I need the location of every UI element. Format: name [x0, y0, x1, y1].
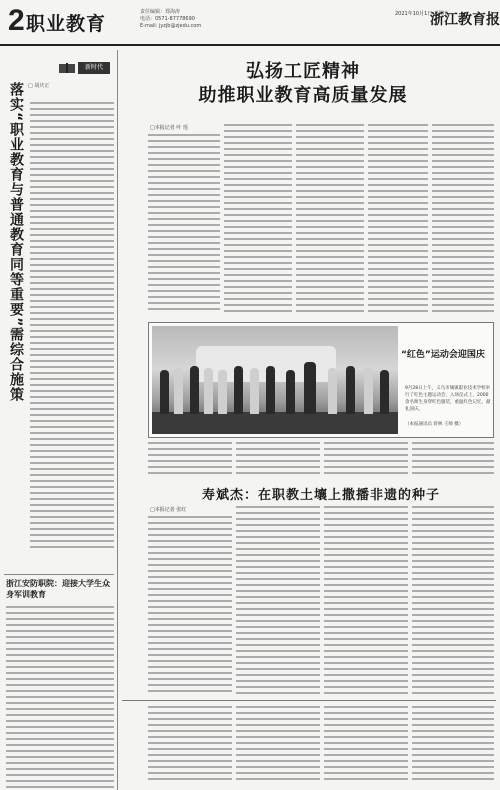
phone-line: 电话：0571-87778690	[140, 16, 195, 22]
editor-line: 责任编辑：郑海涛	[140, 9, 181, 15]
photo-credit: （本报通讯员 蒋林 王帅 摄）	[405, 422, 464, 427]
photo-person	[160, 370, 169, 414]
column-tag	[52, 62, 112, 76]
photo-person	[346, 366, 355, 414]
email-line: E-mail: jyzjb@zjedu.com	[140, 23, 202, 29]
lower-body-col-4	[412, 706, 494, 784]
main-byline: □本报记者 叶 莲	[150, 125, 188, 131]
second-byline: □本报记者 张红	[150, 507, 187, 513]
lower-body-col-2	[236, 706, 320, 784]
editor-info	[140, 9, 270, 30]
second-body-col-2	[236, 506, 320, 696]
sub-article-body	[6, 606, 114, 790]
photo-person	[190, 366, 199, 414]
issue-date: 2021年10月1日 星期五	[395, 11, 449, 17]
section-title: 职业教育	[26, 13, 107, 35]
commentary-author: □ 胡庆正	[28, 83, 50, 89]
upper-body-col-2	[236, 442, 320, 476]
masthead	[0, 0, 500, 48]
main-body-col-4	[368, 124, 428, 314]
bottom-rule	[122, 700, 496, 701]
lower-body-col-1	[148, 706, 232, 784]
upper-body-col-3	[324, 442, 408, 476]
photo-person	[218, 370, 227, 414]
photo-person	[328, 368, 337, 414]
masthead-rule	[0, 44, 500, 46]
second-body-col-4	[412, 506, 494, 696]
second-body-col-1	[148, 516, 232, 696]
photo-person	[304, 362, 316, 414]
lower-body-col-3	[324, 706, 408, 784]
left-divider	[4, 574, 114, 575]
photo-caption: 9月28日上午，义乌市城镇职业技术学校举行了红色主题运动会，入场仪式上，2000余名师生身穿红色服装，重温红色记忆，献礼国庆。	[405, 386, 491, 412]
main-body-col-5	[432, 124, 494, 314]
photo-person	[250, 368, 259, 414]
headline-line-2: 助推职业教育高质量发展	[198, 85, 408, 106]
second-body-col-3	[324, 506, 408, 696]
photo-feature	[148, 322, 494, 438]
upper-body-col-4	[412, 442, 494, 476]
photo-person	[380, 370, 389, 414]
photo-person	[234, 366, 243, 414]
upper-body-col-1	[148, 442, 232, 476]
page-number: 2	[8, 4, 25, 37]
sub-article-title: 浙江安防职院：迎接大学生众身军训教育	[6, 579, 110, 599]
photo-person	[364, 368, 373, 414]
main-headline	[148, 60, 458, 108]
commentary-body	[30, 102, 114, 550]
photo-person	[266, 366, 275, 414]
event-photo	[152, 326, 398, 434]
photo-ground	[152, 412, 398, 434]
left-column	[0, 50, 118, 790]
photo-person	[174, 368, 183, 414]
photo-title: “红色”运动会迎国庆	[401, 350, 485, 360]
main-body-col-3	[296, 124, 364, 314]
photo-person	[286, 370, 295, 414]
main-body-col-2	[224, 124, 292, 314]
book-icon	[58, 62, 76, 74]
headline-line-1: 弘扬工匠精神	[246, 61, 360, 82]
paper-logo: 浙江教育报	[430, 12, 500, 28]
column-tag-label: 新时代	[78, 62, 110, 74]
main-body-col-1	[148, 134, 220, 314]
photo-person	[204, 368, 213, 414]
commentary-title: 落实“职业教育与普通教育同等重要”需综合施策	[8, 82, 24, 403]
second-headline: 寿斌杰：在职教土壤上撒播非遗的种子	[201, 488, 440, 503]
